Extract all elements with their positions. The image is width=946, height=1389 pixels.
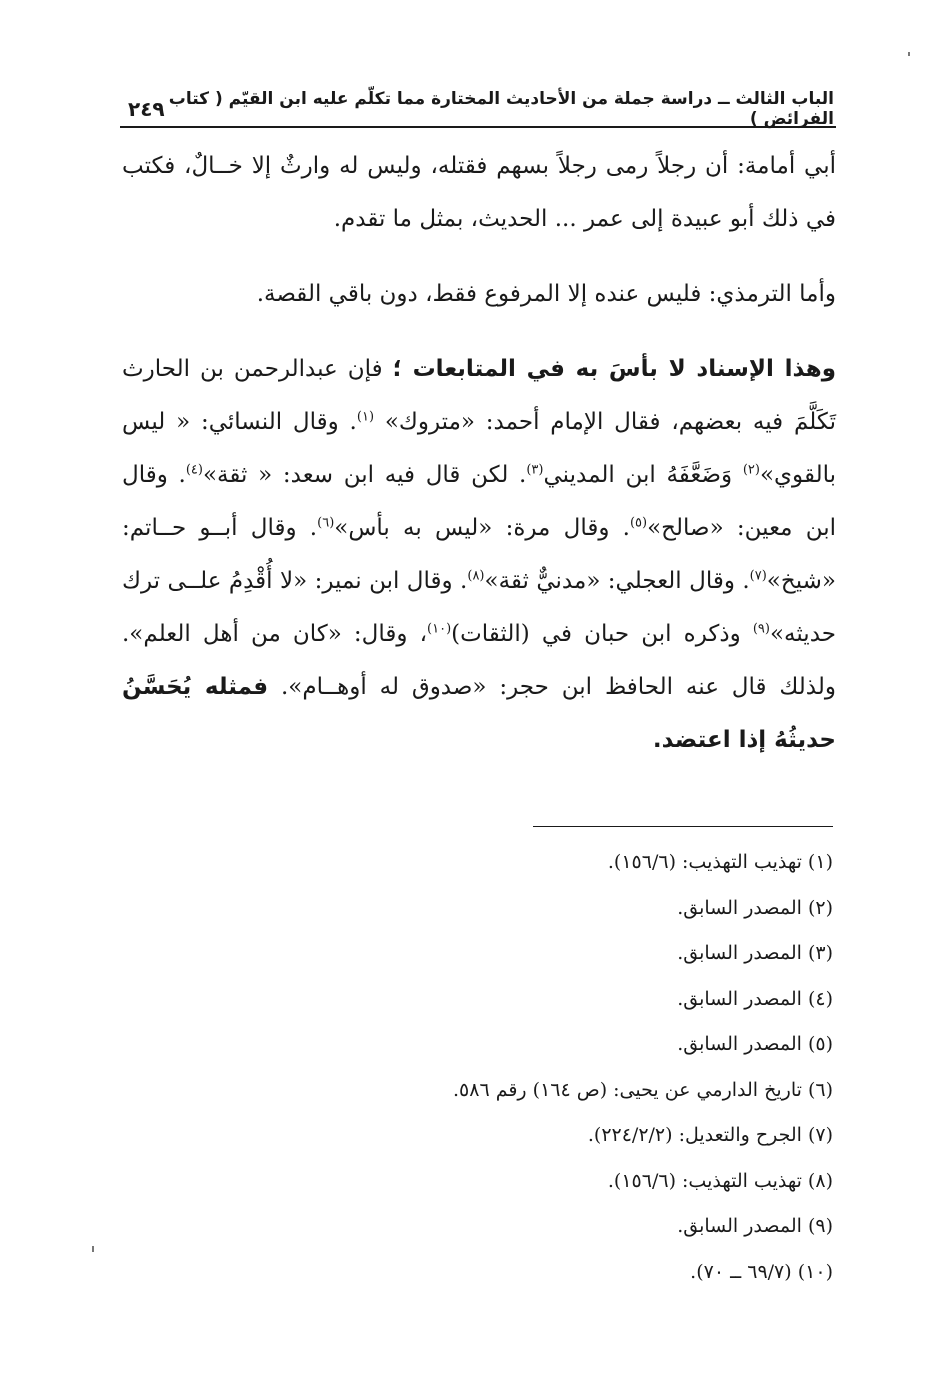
header-divider <box>120 126 836 128</box>
footnote-item: (٧) الجرح والتعديل: (٢٢٤/٢/٢). <box>587 1124 833 1146</box>
footnote-item: (٣) المصدر السابق. <box>677 942 833 964</box>
footnote-item: (٦) تاريخ الدارمي عن يحيى: (ص ١٦٤) رقم ٥٨٦. <box>452 1078 833 1101</box>
footnote-marker: (٧) <box>749 568 767 584</box>
footnote-marker: (١) <box>356 409 375 425</box>
text-run: . وقال ابن معين: «صالح» <box>122 462 837 541</box>
text-run: . وقال ابن نمير: «لا أُقْدِمُ علــى ترك حديثه» <box>122 568 837 647</box>
footnote-marker: (٢) <box>742 462 760 478</box>
text-run: فإن عبدالرحمن بن الحارث تَكَلَّمَ فيه بعضهم، فقال الإمام أحمد: «متروك» <box>122 356 836 435</box>
footnote-marker: (٣) <box>526 462 544 478</box>
text-run: أبي أمامة: أن رجلاً رمى رجلاً بسهم فقتله، وليس له وارثٌ إلا خــالٌ، فكتب في ذلك أبو عبيدة إلى عمر ... الحديث، بمثل ما تقدم. <box>122 153 836 232</box>
footnote-item: (٤) المصدر السابق. <box>677 987 833 1010</box>
footnote-marker: (٨) <box>467 568 485 584</box>
footnote-marker: (٤) <box>185 462 203 478</box>
text-run: . وقال العجلي: «مدنيٌّ ثقة» <box>484 568 750 594</box>
margin-speck <box>92 1246 94 1252</box>
footnotes <box>300 842 833 1297</box>
text-run: وأما الترمذي: فليس عنده إلا المرفوع فقط، دون باقي القصة. <box>256 281 836 307</box>
paragraph <box>122 343 836 767</box>
footnote-item: (٨) تهذيب التهذيب: (١٥٦/٦). <box>607 1169 833 1192</box>
text-run: . وقال النسائي: « ليس بالقوي» <box>122 409 836 488</box>
footnote-marker: (٩) <box>752 621 770 637</box>
footnote-marker: (٦) <box>317 515 335 531</box>
paragraph <box>122 140 836 246</box>
footnote-marker: (١٠) <box>427 621 452 637</box>
bold-text: فمثله يُحَسَّنُ حديثُهُ إذا اعتضد. <box>122 674 836 753</box>
text-run: . لكن قال فيه ابن سعد: « ثقة» <box>202 462 527 488</box>
footnote-item: (٩) المصدر السابق. <box>677 1215 833 1237</box>
footnote-item: (١٠) (٦٩/٧ ــ ٧٠). <box>690 1260 833 1283</box>
header-title: الباب الثالث ــ دراسة جملة من الأحاديث المختارة مما تكلّم عليه ابن القيّم ( كتاب الفرائض ) <box>168 89 834 129</box>
running-header <box>128 89 834 129</box>
text-run: . وقال مرة: «ليس به بأس» <box>334 515 630 541</box>
margin-speck <box>908 52 910 56</box>
footnote-divider <box>533 826 833 827</box>
footnote-item: (١) تهذيب التهذيب: (١٥٦/٦). <box>607 851 833 873</box>
bold-text: وهذا الإسناد لا بأسَ به في المتابعات ؛ <box>392 356 836 382</box>
page-number: ٢٤٩ <box>128 97 165 121</box>
main-text <box>122 140 836 767</box>
text-run: ، وقال: «كان من أهل العلم». ولذلك قال عنه الحافظ ابن حجر: «صدوق له أوهــام». <box>122 621 836 700</box>
footnote-item: (٢) المصدر السابق. <box>677 896 833 919</box>
footnote-marker: (٥) <box>629 515 648 531</box>
footnote-item: (٥) المصدر السابق. <box>677 1033 833 1055</box>
text-run: وذكره ابن حبان في (الثقات) <box>451 621 753 647</box>
paragraph <box>122 268 836 321</box>
text-run: . وقال أبــو حــاتم: «شيخ» <box>122 515 836 594</box>
text-run: وَضَعَّفَهُ ابن المديني <box>543 462 743 488</box>
